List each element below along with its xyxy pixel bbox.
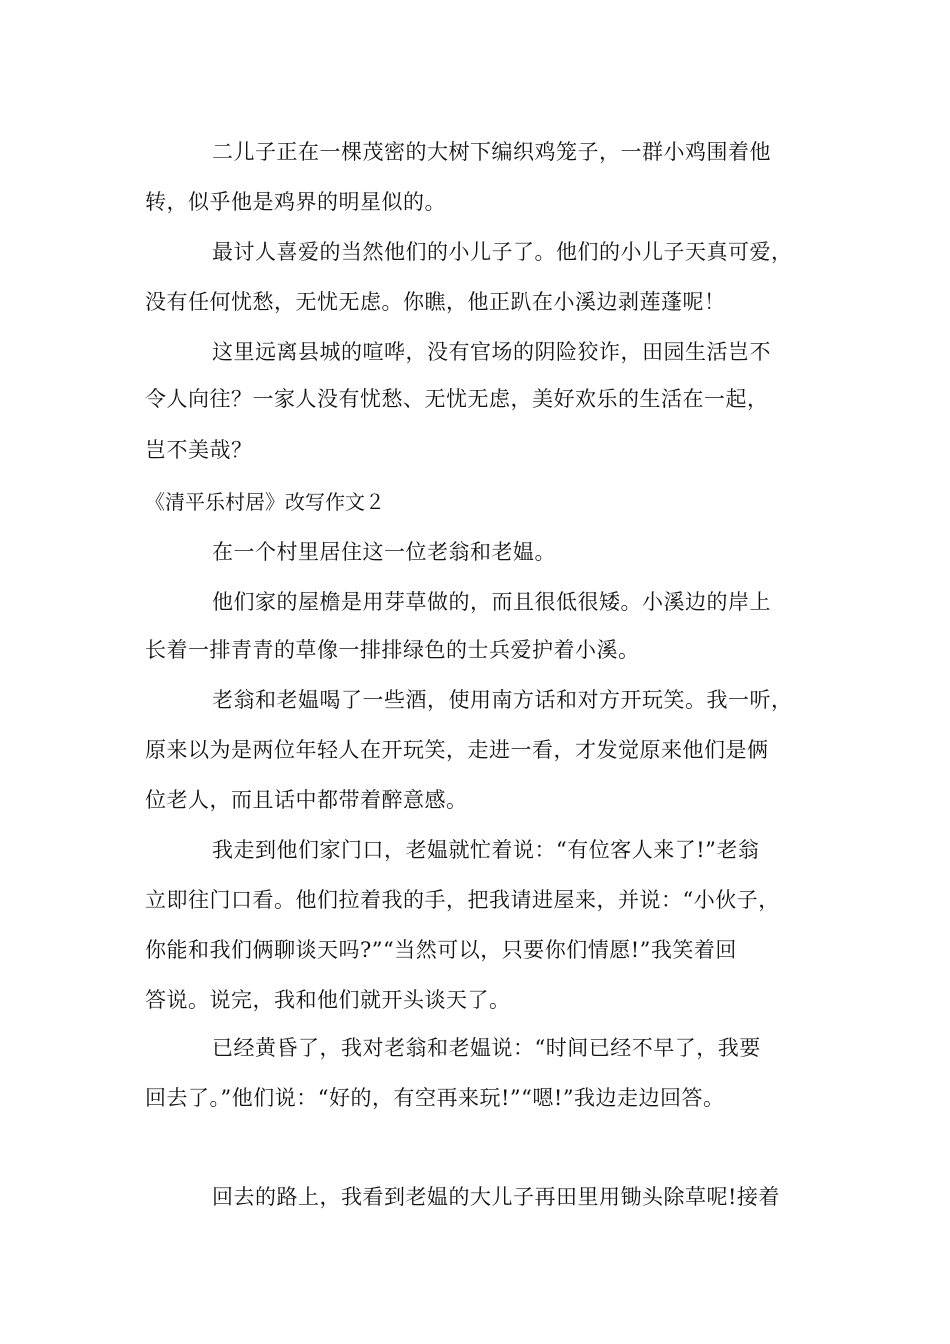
paragraph-line: 老翁和老媪喝了一些酒，使用南方话和对方开玩笑。我一听， xyxy=(212,688,793,712)
paragraph-line: 最讨人喜爱的当然他们的小儿子了。他们的小儿子天真可爱， xyxy=(212,240,793,264)
paragraph-line: 令人向往？一家人没有忧愁、无忧无虑，美好欢乐的生活在一起， xyxy=(145,387,769,411)
paragraph-line: 他们家的屋檐是用芽草做的，而且很低很矮。小溪边的岸上 xyxy=(212,590,771,614)
paragraph-line: 没有任何忧愁，无忧无虑。你瞧，他正趴在小溪边剥莲蓬呢！ xyxy=(145,290,726,314)
paragraph-line: 我走到他们家门口，老媪就忙着说：“有位客人来了!”老翁 xyxy=(212,838,760,862)
section-heading: 《清平乐村居》改写作文２ xyxy=(145,490,385,514)
paragraph-line: 回去的路上，我看到老媪的大儿子再田里用锄头除草呢!接着 xyxy=(212,1185,780,1209)
paragraph-line: 二儿子正在一棵茂密的大树下编织鸡笼子，一群小鸡围着他 xyxy=(212,140,771,164)
paragraph-line: 这里远离县城的喧哗，没有官场的阴险狡诈，田园生活岂不 xyxy=(212,340,771,364)
paragraph-line: 岂不美哉？ xyxy=(145,438,253,462)
paragraph-line: 在一个村里居住这一位老翁和老媪。 xyxy=(212,540,556,564)
paragraph-line: 回去了。”他们说：“好的，有空再来玩!”“嗯!”我边走边回答。 xyxy=(145,1086,725,1110)
paragraph-line: 答说。说完，我和他们就开头谈天了。 xyxy=(145,988,511,1012)
paragraph-line: 已经黄昏了，我对老翁和老媪说：“时间已经不早了，我要 xyxy=(212,1036,761,1060)
paragraph-line: 转，似乎他是鸡界的明星似的。 xyxy=(145,190,446,214)
paragraph-line: 立即往门口看。他们拉着我的手，把我请进屋来，并说：“小伙子， xyxy=(145,888,780,912)
paragraph-line: 位老人，而且话中都带着醉意感。 xyxy=(145,788,468,812)
paragraph-line: 原来以为是两位年轻人在开玩笑，走进一看，才发觉原来他们是俩 xyxy=(145,738,769,762)
paragraph-line: 你能和我们俩聊谈天吗?”“当然可以，只要你们情愿!”我笑着回 xyxy=(145,938,737,962)
paragraph-line: 长着一排青青的草像一排排绿色的士兵爱护着小溪。 xyxy=(145,638,640,662)
